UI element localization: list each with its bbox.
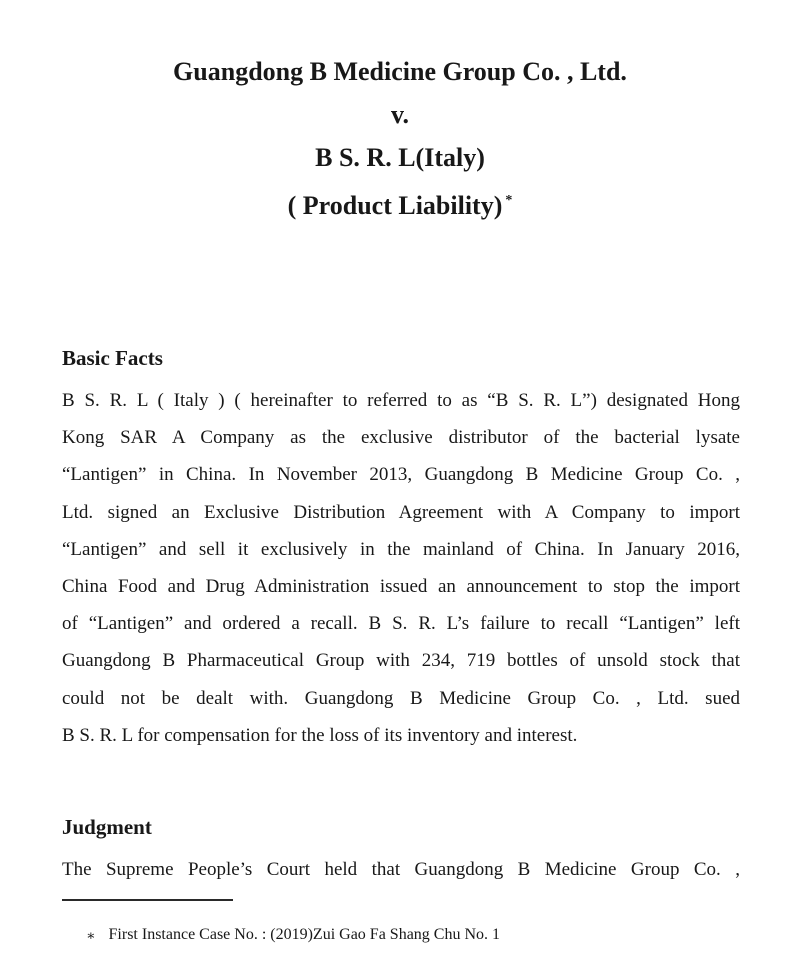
footnote-text: First Instance Case No. : (2019)Zui Gao Fa Shang Chu No. 1 [108, 926, 501, 943]
footnote-separator-rule [62, 899, 233, 901]
case-title-versus: v. [390, 100, 410, 129]
footnote-marker-asterisk: ∗ [86, 929, 96, 944]
judgment-heading: Judgment [62, 815, 152, 839]
case-title-defendant: B S. R. L(Italy) [315, 143, 485, 172]
paragraph-line: could not be dealt with. Guangdong B Medicine Group Co. , Ltd. sued [62, 687, 740, 709]
paragraph-line: of “Lantigen” and ordered a recall. B S. R. L’s failure to recall “Lantigen” left [62, 613, 740, 635]
case-title-plaintiff: Guangdong B Medicine Group Co. , Ltd. [173, 57, 627, 86]
paragraph-line: B S. R. L for compensation for the loss of its inventory and interest. [62, 724, 578, 746]
case-title-cause [0, 179, 800, 222]
paragraph-line: B S. R. L ( Italy ) ( hereinafter to referred to as “B S. R. L”) designated Hong [62, 390, 740, 411]
footnote [86, 924, 740, 946]
footnote-reference-asterisk: * [505, 193, 513, 208]
paragraph-line: “Lantigen” and sell it exclusively in the mainland of China. In January 2016, [62, 538, 740, 560]
case-title-block [0, 50, 800, 222]
section-basic-facts [62, 340, 740, 754]
judgment-paragraph [62, 851, 740, 888]
paragraph-line: China Food and Drug Administration issued an announcement to stop the import [62, 575, 740, 597]
paragraph-line: Kong SAR A Company as the exclusive distributor of the bacterial lysate [62, 427, 740, 449]
paragraph-line: Ltd. signed an Exclusive Distribution Agreement with A Company to import [62, 501, 740, 523]
basic-facts-heading: Basic Facts [62, 346, 163, 370]
paragraph-line: “Lantigen” in China. In November 2013, Guangdong B Medicine Group Co. , [62, 464, 740, 486]
paragraph-line: The Supreme People’s Court held that Guangdong B Medicine Group Co. , [62, 859, 740, 880]
basic-facts-paragraph [62, 382, 740, 754]
section-judgment [62, 809, 740, 888]
case-cause-label: ( Product Liability) [287, 191, 503, 220]
paragraph-line: Guangdong B Pharmaceutical Group with 234, 719 bottles of unsold stock that [62, 650, 740, 672]
